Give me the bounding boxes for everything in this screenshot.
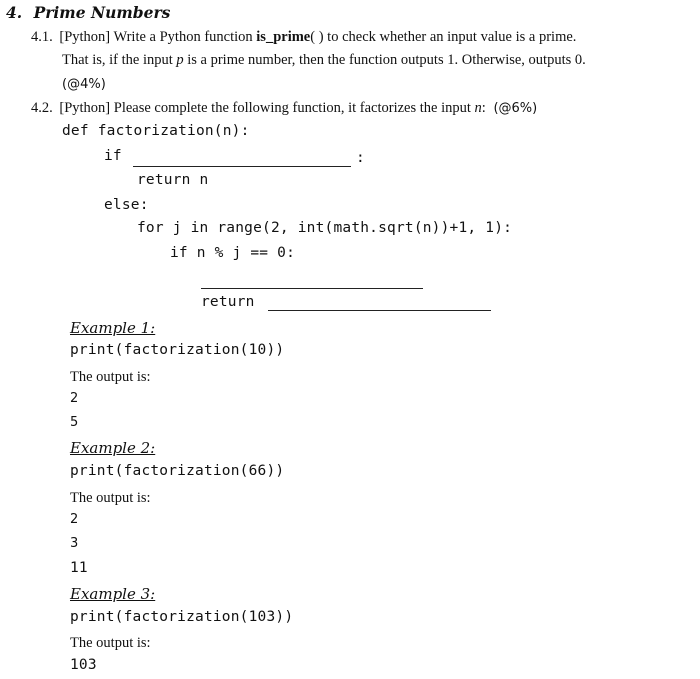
example-2-output-label: The output is:	[70, 490, 151, 506]
q1-points: (@4%)	[62, 77, 106, 92]
code-else-line: else:	[104, 197, 149, 213]
q1-tag: [Python]	[59, 29, 111, 45]
q2-line	[31, 99, 537, 118]
q2-text: Please complete the following function, it factorizes the input	[113, 100, 471, 116]
code-return-n-line: return n	[137, 172, 209, 188]
q2-tag: [Python]	[59, 100, 111, 116]
section-title: Prime Numbers	[33, 3, 171, 22]
example-2-output-3: 11	[70, 560, 88, 576]
q1-function-name: is_prime	[256, 29, 311, 45]
code-return-keyword: return	[201, 294, 255, 310]
q1-line2	[62, 51, 586, 69]
example-1-title: Example 1:	[70, 319, 156, 337]
section-number: 4.	[6, 3, 23, 22]
q1-line1	[31, 28, 576, 46]
code-body-statement-blank[interactable]	[201, 287, 423, 289]
q2-var-n: n	[474, 100, 482, 116]
example-1-output-2: 5	[70, 415, 79, 430]
example-1-output-1: 2	[70, 391, 79, 406]
code-for-line: for j in range(2, int(math.sqrt(n))+1, 1):	[137, 220, 513, 236]
example-3-output-1: 103	[70, 657, 97, 673]
q2-colon: :	[481, 100, 486, 116]
example-3-output-label: The output is:	[70, 635, 151, 651]
section-heading	[6, 3, 170, 22]
code-if-keyword: if	[104, 148, 122, 164]
example-3-title: Example 3:	[70, 585, 156, 603]
code-if-condition-blank[interactable]	[133, 165, 351, 167]
code-if-colon: :	[356, 150, 365, 166]
q1-text-after: to check whether an input value is a prime.	[327, 29, 577, 45]
q1-number: 4.1.	[31, 29, 53, 45]
q1-parens: ( )	[310, 29, 324, 45]
q1-var-p: p	[176, 52, 184, 68]
code-if-line	[104, 148, 122, 164]
code-return-value-blank[interactable]	[268, 309, 491, 311]
example-2-output-2: 3	[70, 536, 79, 551]
q2-points: (@6%)	[493, 101, 538, 116]
example-1-call: print(factorization(10))	[70, 342, 285, 358]
q1-text-before: Write a Python function	[113, 29, 253, 45]
q2-number: 4.2.	[31, 100, 53, 116]
example-3-call: print(factorization(103))	[70, 609, 294, 625]
example-2-call: print(factorization(66))	[70, 463, 285, 479]
code-if-mod-line: if n % j == 0:	[170, 245, 296, 261]
example-1-output-label: The output is:	[70, 369, 151, 385]
q1-line2-b: is a prime number, then the function outputs 1. Otherwise, outputs 0.	[187, 52, 586, 68]
example-2-output-1: 2	[70, 512, 79, 527]
code-def-line: def factorization(n):	[62, 123, 250, 139]
q1-line2-a: That is, if the input	[62, 52, 173, 68]
example-2-title: Example 2:	[70, 439, 156, 457]
